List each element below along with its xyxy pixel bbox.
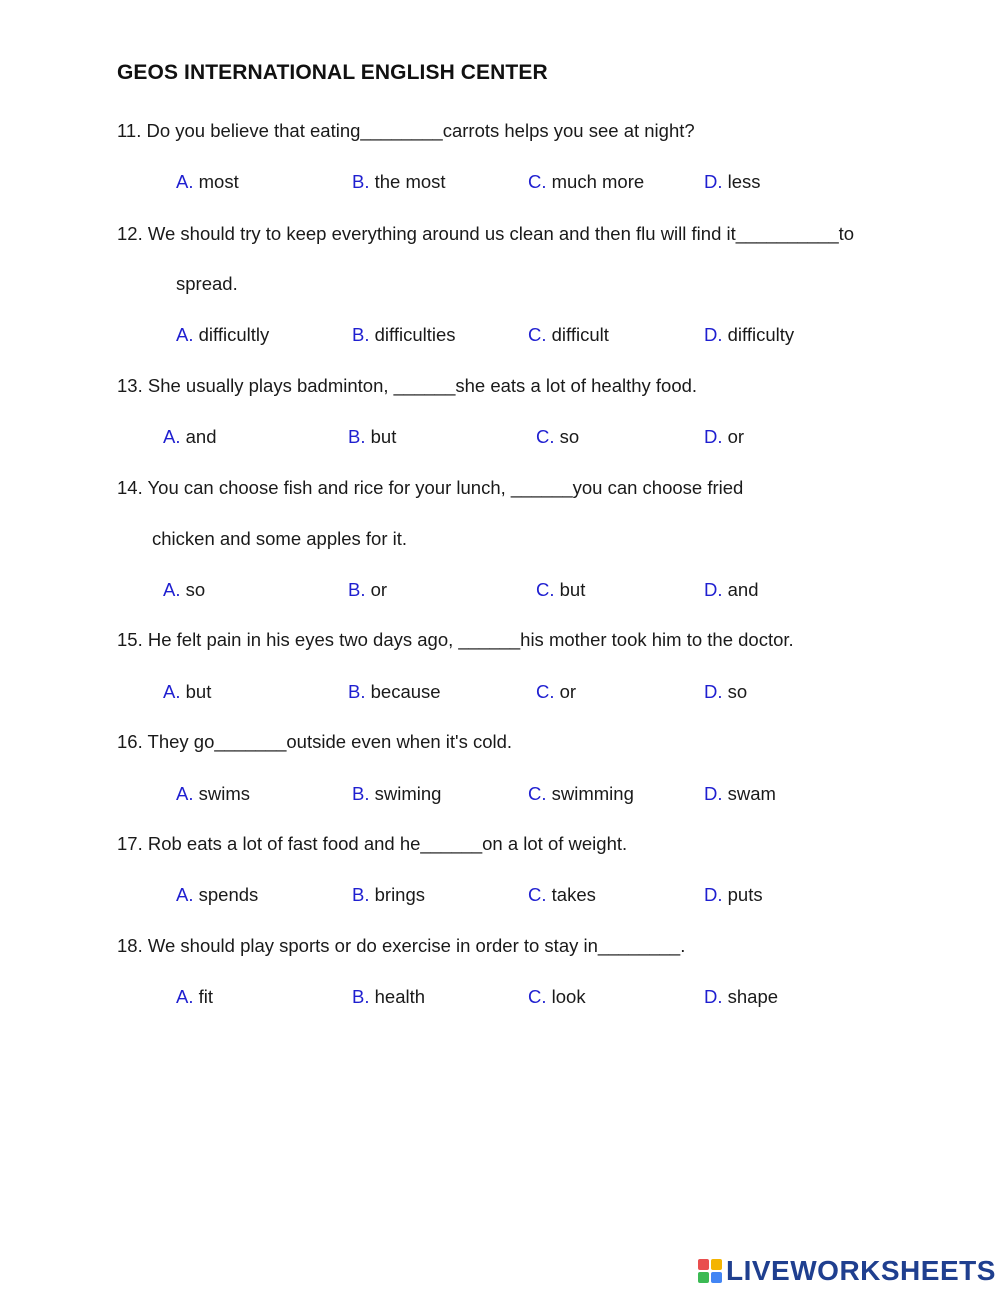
question-15-text: 15. He felt pain in his eyes two days ago, ______his mother took him to the doctor. — [117, 629, 794, 650]
question-11-option-c[interactable]: C. much more — [528, 171, 645, 192]
question-14-text: 14. You can choose fish and rice for your lunch, ______you can choose fried — [117, 477, 744, 498]
question-12-text-cont: spread. — [176, 273, 238, 294]
question-16-option-a[interactable]: A. swims — [176, 783, 251, 804]
question-16-text: 16. They go_______outside even when it's cold. — [117, 731, 513, 752]
page-title: GEOS INTERNATIONAL ENGLISH CENTER — [117, 61, 548, 84]
question-17-option-b[interactable]: B. brings — [352, 884, 426, 905]
question-15-option-d[interactable]: D. so — [704, 681, 748, 702]
question-11-option-d[interactable]: D. less — [704, 171, 761, 192]
question-13-option-d[interactable]: D. or — [704, 426, 745, 447]
liveworksheets-logo — [698, 1256, 996, 1286]
question-14-option-c[interactable]: C. but — [536, 579, 586, 600]
question-16-option-c[interactable]: C. swimming — [528, 783, 634, 804]
question-12-option-a[interactable]: A. difficultly — [176, 324, 270, 345]
question-18-text: 18. We should play sports or do exercise in order to stay in________. — [117, 935, 686, 956]
question-13-option-c[interactable]: C. so — [536, 426, 580, 447]
question-18-option-c[interactable]: C. look — [528, 986, 586, 1007]
question-14-option-d[interactable]: D. and — [704, 579, 759, 600]
question-12-option-d[interactable]: D. difficulty — [704, 324, 795, 345]
question-17-option-d[interactable]: D. puts — [704, 884, 763, 905]
question-12-option-b[interactable]: B. difficulties — [352, 324, 456, 345]
question-12-option-c[interactable]: C. difficult — [528, 324, 609, 345]
question-17-option-a[interactable]: A. spends — [176, 884, 259, 905]
question-18-option-b[interactable]: B. health — [352, 986, 426, 1007]
question-18-option-a[interactable]: A. fit — [176, 986, 214, 1007]
question-14-option-b[interactable]: B. or — [348, 579, 388, 600]
question-11-option-b[interactable]: B. the most — [352, 171, 446, 192]
question-12-text: 12. We should try to keep everything around us clean and then flu will find it__________to — [117, 223, 855, 244]
question-15-option-c[interactable]: C. or — [536, 681, 577, 702]
question-13-option-b[interactable]: B. but — [348, 426, 397, 447]
question-14-option-a[interactable]: A. so — [163, 579, 206, 600]
logo-text: LIVEWORKSHEETS — [726, 1255, 996, 1286]
question-15-option-b[interactable]: B. because — [348, 681, 441, 702]
question-11-text: 11. Do you believe that eating________carrots helps you see at night? — [117, 120, 695, 141]
question-17-text: 17. Rob eats a lot of fast food and he______on a lot of weight. — [117, 833, 628, 854]
question-18-option-d[interactable]: D. shape — [704, 986, 779, 1007]
question-13-text: 13. She usually plays badminton, ______she eats a lot of healthy food. — [117, 375, 698, 396]
question-17-option-c[interactable]: C. takes — [528, 884, 596, 905]
question-14-text-cont: chicken and some apples for it. — [152, 528, 408, 549]
question-16-option-d[interactable]: D. swam — [704, 783, 776, 804]
liveworksheets-logo-icon — [698, 1259, 722, 1283]
question-16-option-b[interactable]: B. swiming — [352, 783, 442, 804]
question-11-option-a[interactable]: A. most — [176, 171, 239, 192]
question-13-option-a[interactable]: A. and — [163, 426, 217, 447]
question-15-option-a[interactable]: A. but — [163, 681, 212, 702]
